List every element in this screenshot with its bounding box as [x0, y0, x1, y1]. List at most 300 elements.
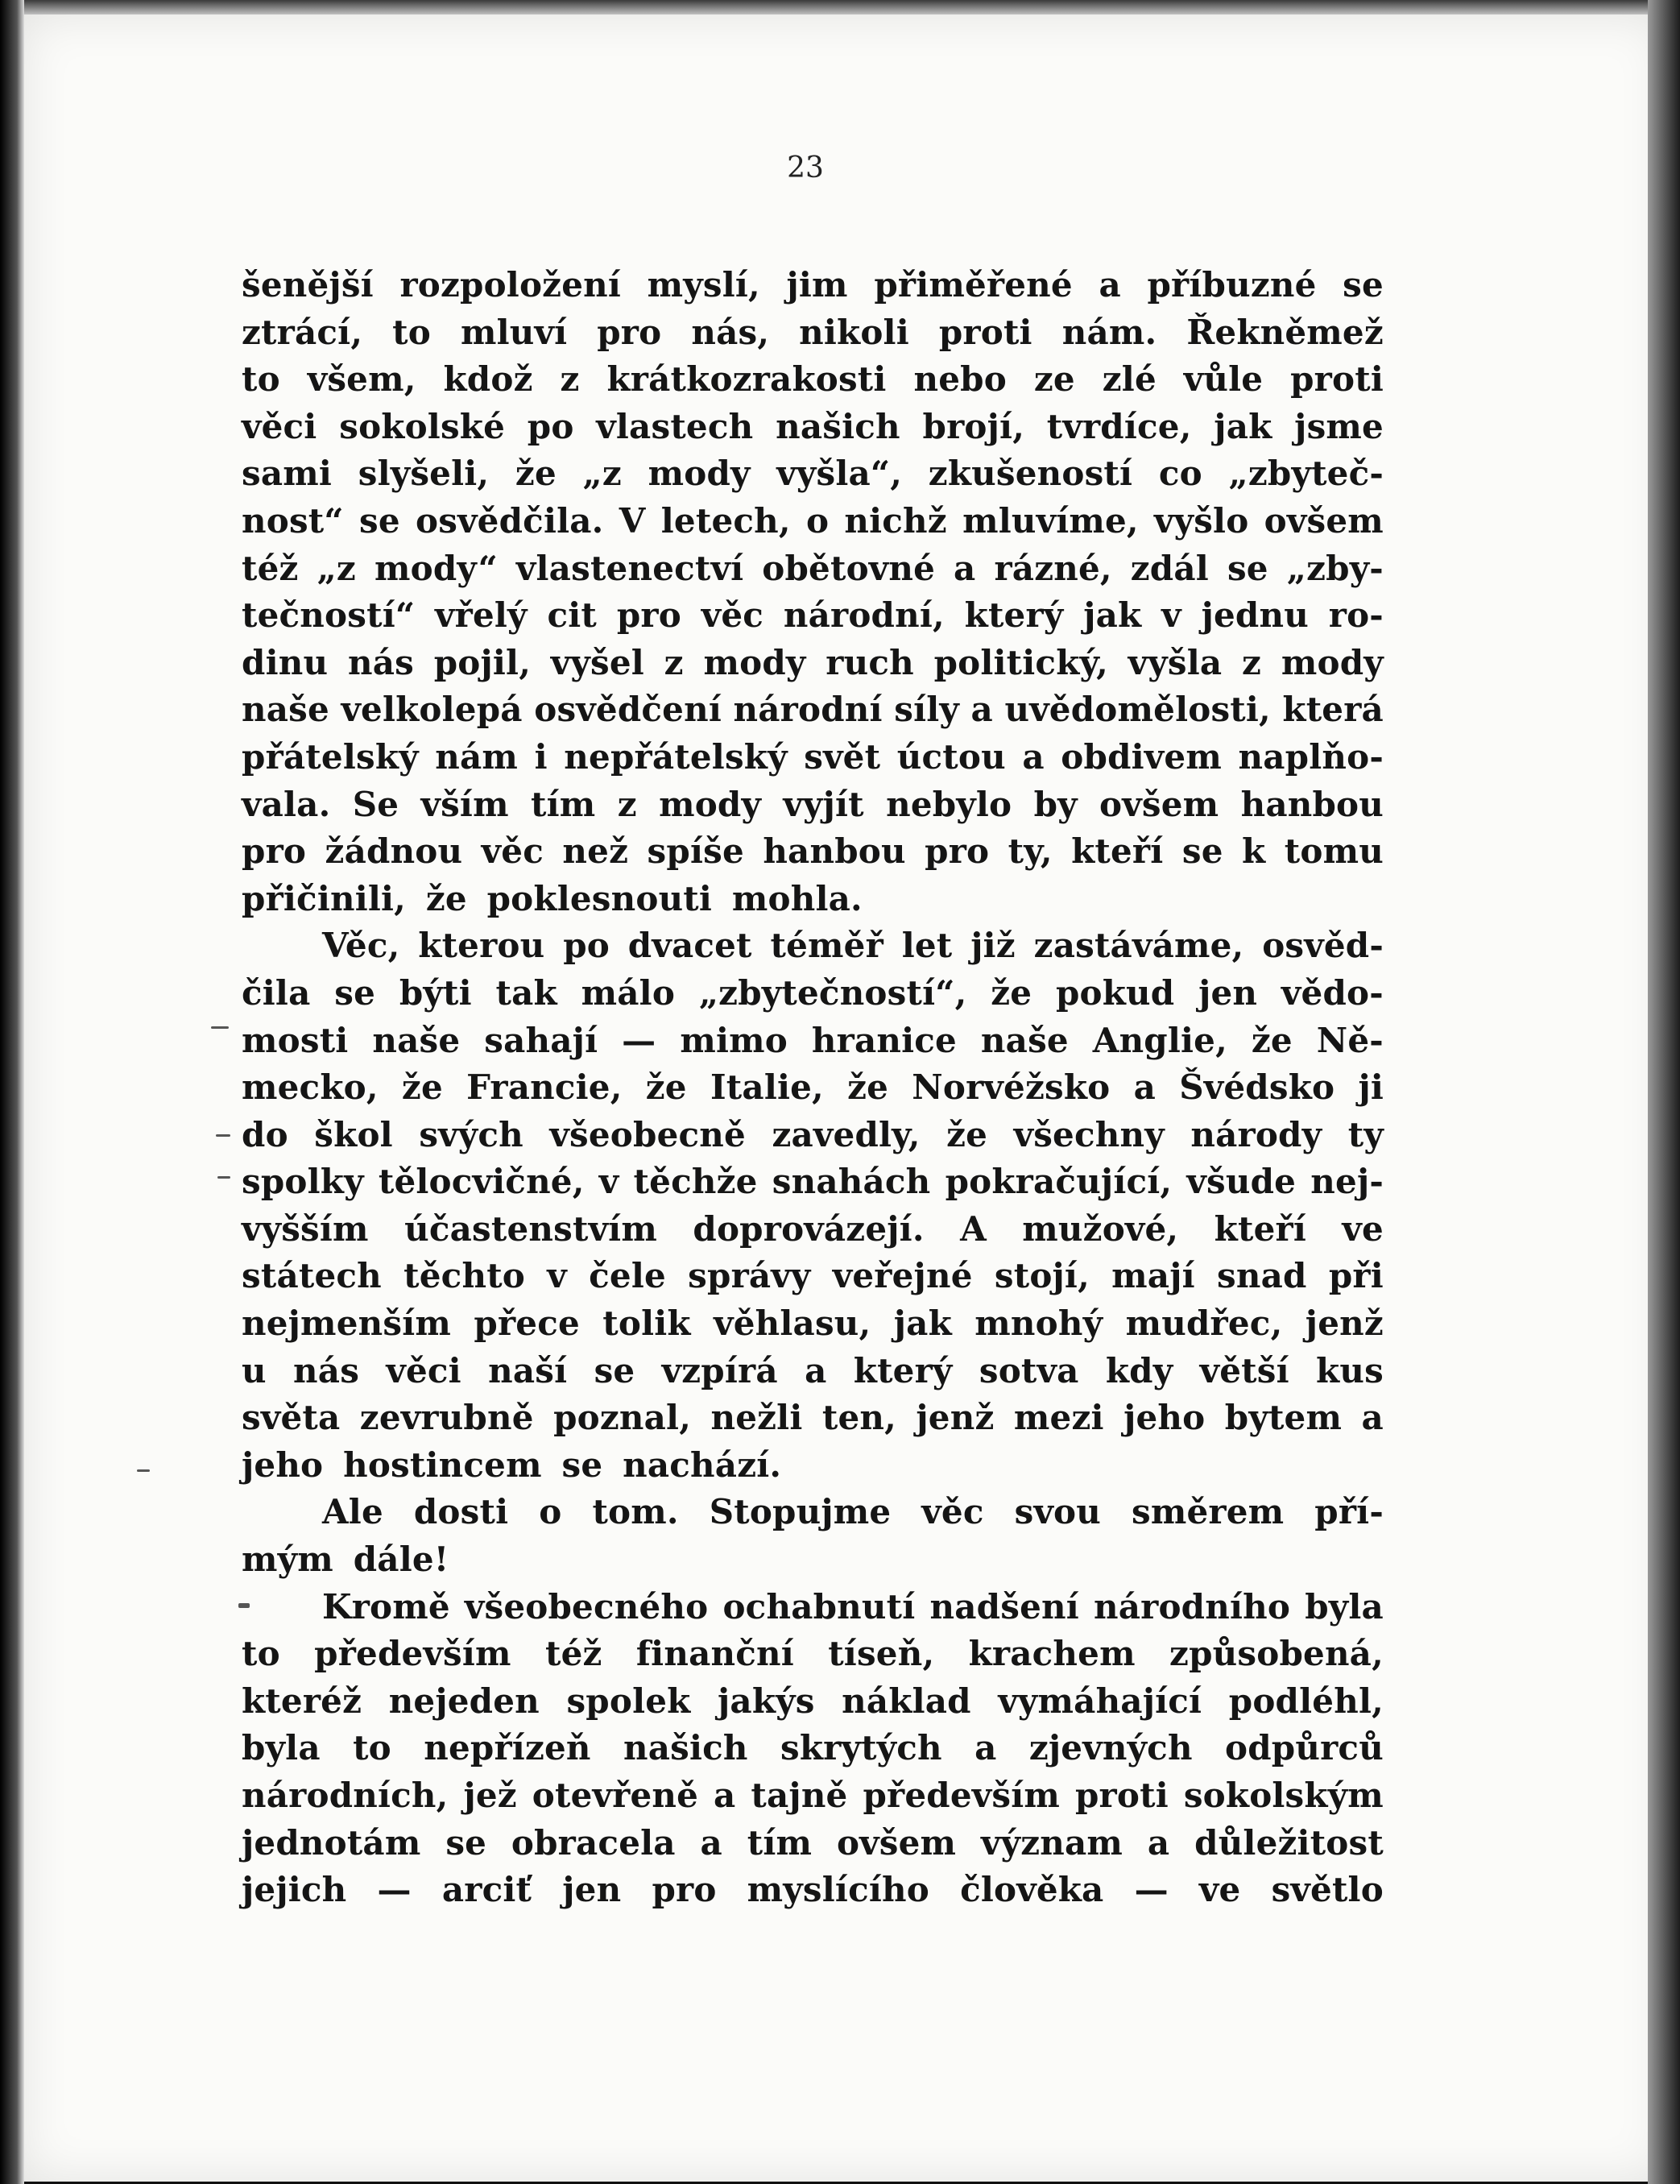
text-line — [242, 1112, 1384, 1159]
word: by — [1033, 784, 1078, 824]
word: „zby- — [1286, 548, 1384, 588]
word: v — [547, 1256, 567, 1296]
word: arciť — [441, 1870, 532, 1910]
word: a — [1361, 1398, 1384, 1438]
word: že — [1251, 1020, 1293, 1060]
word: a — [805, 1350, 827, 1390]
word: vlastech — [596, 406, 754, 446]
word: mluvíme, — [962, 500, 1139, 541]
text-line — [242, 356, 1384, 404]
word: mody — [703, 642, 806, 682]
word: kteří — [1214, 1208, 1306, 1249]
word: která — [1282, 690, 1384, 730]
word: věhlasu, — [714, 1303, 871, 1344]
word: málo — [581, 972, 676, 1013]
word: zevrubně — [359, 1398, 534, 1438]
text-line — [242, 498, 1384, 545]
word: ve — [1198, 1870, 1241, 1910]
word: sami — [242, 454, 333, 494]
word: z — [560, 359, 580, 400]
word: pokračující, — [945, 1162, 1173, 1202]
word: stojí, — [994, 1256, 1090, 1296]
word: že — [847, 1067, 889, 1108]
word: jen — [562, 1870, 622, 1910]
word: u — [242, 1350, 267, 1390]
word: pro — [925, 831, 990, 872]
word: uvědomělosti, — [1004, 690, 1271, 730]
word: a — [1133, 1067, 1157, 1108]
word: nepřátelský — [564, 736, 788, 777]
word: význam — [981, 1822, 1123, 1863]
text-line — [242, 1867, 1384, 1914]
word: zkušeností — [928, 454, 1133, 494]
word: finanční — [635, 1634, 794, 1674]
word: všechny — [1013, 1114, 1165, 1154]
word: mody — [1281, 642, 1384, 682]
word: mimo — [680, 1020, 788, 1060]
word: zastáváme, — [1033, 926, 1244, 966]
scan-left-edge — [0, 0, 24, 2184]
word: těchže — [633, 1162, 758, 1202]
word: jakýs — [718, 1680, 815, 1721]
word: sotva — [979, 1350, 1079, 1390]
word: škol — [314, 1114, 393, 1154]
word: a — [1022, 736, 1045, 777]
word: se — [334, 972, 376, 1013]
scan-right-edge — [1648, 0, 1680, 2184]
word: přece — [474, 1303, 580, 1344]
text-line — [242, 1584, 1384, 1631]
word: přiměřené — [874, 265, 1073, 305]
word: proti — [1290, 359, 1384, 400]
word: pojil, — [433, 642, 532, 682]
word: jeho — [1123, 1398, 1206, 1438]
word: kus — [1316, 1350, 1384, 1390]
word: mnohý — [974, 1303, 1103, 1344]
word: úctou — [896, 736, 1006, 777]
word: proti — [1074, 1776, 1169, 1815]
word: světlo — [1271, 1870, 1384, 1910]
word: snahách — [772, 1162, 931, 1202]
word: mody — [648, 454, 751, 494]
word: člověka — [960, 1870, 1104, 1910]
page-number: 23 — [787, 151, 824, 184]
word: to — [392, 312, 431, 352]
word: svou — [1014, 1492, 1101, 1532]
word: Norvéžsko — [912, 1067, 1111, 1108]
text-line — [242, 1820, 1384, 1867]
word: sokolským — [1183, 1776, 1384, 1815]
text-line — [242, 970, 1384, 1017]
word: ovšem — [1099, 784, 1219, 824]
word: ochabnutí — [722, 1586, 916, 1627]
word: mužové, — [1022, 1208, 1179, 1249]
word: vůle — [1183, 359, 1264, 400]
word: nás — [347, 642, 414, 682]
text-line — [242, 404, 1384, 451]
word: naše — [980, 1020, 1069, 1060]
word: snad — [1217, 1256, 1307, 1296]
word: „zbyteč- — [1228, 454, 1384, 494]
word: zjevných — [1028, 1728, 1193, 1768]
word: směrem — [1131, 1492, 1285, 1532]
word: politický, — [933, 642, 1108, 682]
word: vyšla — [1128, 642, 1223, 682]
word: těchto — [403, 1256, 526, 1296]
word: Anglie, — [1092, 1020, 1227, 1060]
text-line — [242, 1489, 1384, 1536]
text-line — [242, 1678, 1384, 1726]
word: věci — [242, 406, 317, 446]
word: mosti — [242, 1020, 349, 1060]
word: náklad — [842, 1680, 971, 1721]
word: jak — [1083, 595, 1142, 636]
word: jak — [1214, 406, 1272, 446]
word: ro- — [1328, 595, 1384, 636]
word: ji — [1358, 1067, 1384, 1108]
text-line: přičinili, že poklesnouti mohla. — [242, 878, 863, 918]
text-line — [242, 592, 1384, 640]
word: kteří — [1071, 831, 1164, 872]
ink-speck — [211, 1026, 229, 1029]
word: brojí, — [922, 406, 1025, 446]
word: mody — [659, 784, 762, 824]
word: kdož — [443, 359, 533, 400]
word: světa — [242, 1398, 341, 1438]
word: tolik — [602, 1303, 691, 1344]
word: věc — [481, 831, 544, 872]
text-line — [242, 1158, 1384, 1206]
word: v — [1161, 595, 1181, 636]
word: spolky — [242, 1162, 364, 1202]
word: vyšla“, — [776, 454, 903, 494]
word: národy — [1190, 1114, 1322, 1154]
word: vědo- — [1281, 972, 1384, 1013]
word: všem, — [307, 359, 416, 400]
word: ztrácí, — [242, 312, 363, 352]
word: zlé — [1102, 359, 1157, 400]
word: obdivem — [1061, 736, 1222, 777]
word: sokolské — [339, 406, 506, 446]
text-line — [242, 781, 1384, 829]
word: o — [805, 500, 830, 541]
word: šenější — [242, 265, 374, 305]
word: v — [598, 1162, 619, 1202]
word: spíše — [647, 831, 744, 872]
word: národních, — [242, 1776, 449, 1815]
body-text — [242, 262, 1384, 1914]
word: hanbou — [763, 831, 906, 872]
word: ovšem — [1264, 500, 1384, 541]
word: ve — [1342, 1208, 1384, 1249]
word: vzpírá — [661, 1350, 778, 1390]
word: sahají — [484, 1020, 598, 1060]
word: který — [964, 595, 1064, 636]
word: především — [863, 1776, 1061, 1815]
word: ty, — [1008, 831, 1053, 872]
word: ze — [1033, 359, 1075, 400]
word: naší — [488, 1350, 568, 1390]
word: byla — [242, 1728, 321, 1768]
word: mají — [1111, 1256, 1195, 1296]
word: tomu — [1284, 831, 1384, 872]
word: nej- — [1310, 1162, 1384, 1202]
word: tím — [531, 784, 596, 824]
word: nás — [293, 1350, 360, 1390]
word: též — [545, 1634, 602, 1674]
text-line — [242, 1206, 1384, 1254]
word: Švédsko — [1179, 1067, 1335, 1108]
word: se — [445, 1822, 487, 1863]
word: naše — [372, 1020, 461, 1060]
text-line — [242, 450, 1384, 498]
text-line — [242, 828, 1384, 876]
word: co — [1158, 454, 1202, 494]
text-line — [242, 1064, 1384, 1112]
word: doprovázejí. — [693, 1208, 925, 1249]
word: a — [1147, 1822, 1170, 1863]
word: — — [1134, 1870, 1169, 1910]
word: dvacet — [627, 926, 752, 966]
word: a — [954, 548, 976, 588]
word: pokud — [1055, 972, 1175, 1013]
word: důležitost — [1194, 1822, 1384, 1863]
word: podléhl, — [1228, 1680, 1384, 1721]
word: věci — [386, 1350, 461, 1390]
word: býti — [399, 972, 472, 1013]
word: ty — [1347, 1114, 1384, 1154]
word: tvrdíce, — [1046, 406, 1192, 446]
word: rozpoložení — [399, 265, 622, 305]
word: — — [377, 1870, 412, 1910]
word: mudřec, — [1125, 1303, 1283, 1344]
word: a — [970, 690, 993, 730]
word: jenž — [1305, 1303, 1384, 1344]
word: Řekněmež — [1186, 312, 1384, 352]
word: nám — [435, 736, 519, 777]
word: „z — [317, 548, 356, 588]
word: tělocvičné, — [378, 1162, 585, 1202]
ink-speck — [217, 1176, 230, 1179]
word: nás, — [691, 312, 770, 352]
word: nejmenším — [242, 1303, 451, 1344]
word: Ně- — [1316, 1020, 1384, 1060]
word: našich — [623, 1728, 748, 1768]
word: že — [515, 454, 557, 494]
word: Se — [352, 784, 399, 824]
word: pro — [652, 1870, 717, 1910]
word: zavedly, — [772, 1114, 921, 1154]
word: všeobecného — [464, 1586, 709, 1627]
word: velkolepá — [341, 690, 523, 730]
word: nebylo — [886, 784, 1012, 824]
word: způsobená, — [1169, 1634, 1384, 1674]
word: který — [853, 1350, 953, 1390]
word: než — [562, 831, 629, 872]
word: kdy — [1105, 1350, 1173, 1390]
word: jenž — [916, 1398, 995, 1438]
word: že — [991, 972, 1032, 1013]
word: jejich — [242, 1870, 347, 1910]
word: tak — [495, 972, 557, 1013]
word: žádnou — [325, 831, 463, 872]
word: účastenstvím — [404, 1208, 657, 1249]
word: pro — [616, 595, 681, 636]
word: Francie, — [466, 1067, 623, 1108]
word: se — [1181, 831, 1223, 872]
word: nejeden — [388, 1680, 540, 1721]
word: slyšeli, — [358, 454, 490, 494]
word: Kromě — [322, 1586, 450, 1627]
word: a — [714, 1776, 736, 1815]
word: byla — [1305, 1586, 1384, 1627]
text-line — [242, 1253, 1384, 1300]
word: rázné, — [994, 548, 1112, 588]
word: to — [242, 1634, 280, 1674]
word: především — [314, 1634, 511, 1674]
word: letech, — [660, 500, 791, 541]
word: vyšším — [242, 1208, 369, 1249]
word: o — [539, 1492, 562, 1532]
word: z — [664, 642, 684, 682]
word: otevřeně — [532, 1776, 699, 1815]
ink-speck — [137, 1469, 150, 1472]
word: jak — [893, 1303, 952, 1344]
word: při — [1328, 1256, 1384, 1296]
word: po — [563, 926, 610, 966]
word: že — [645, 1067, 687, 1108]
word: cit — [547, 595, 597, 636]
text-line — [242, 1300, 1384, 1348]
word: nebo — [913, 359, 1007, 400]
word: jež — [463, 1776, 517, 1815]
word: příbuzné — [1147, 265, 1317, 305]
word: poznal, — [553, 1398, 692, 1438]
word: se — [594, 1350, 635, 1390]
word: z — [617, 784, 637, 824]
word: že — [946, 1114, 988, 1154]
word: čele — [589, 1256, 666, 1296]
word: mezi — [1013, 1398, 1104, 1438]
word: našich — [776, 406, 900, 446]
word: po — [527, 406, 574, 446]
word: spolek — [566, 1680, 691, 1721]
text-line — [242, 1772, 1384, 1820]
word: se — [1227, 548, 1268, 588]
word: obětovné — [762, 548, 936, 588]
word: tom. — [592, 1492, 679, 1532]
word: vřelý — [435, 595, 528, 636]
word: se — [359, 500, 400, 541]
text-line — [242, 1631, 1384, 1678]
word: nost“ — [242, 500, 344, 541]
word: jednotám — [242, 1822, 421, 1863]
word: pří- — [1314, 1492, 1384, 1532]
word: přátelský — [242, 736, 419, 777]
word: svět — [804, 736, 881, 777]
word: ovšem — [836, 1822, 957, 1863]
word: hanbou — [1240, 784, 1384, 824]
word: „zbytečností“, — [698, 972, 967, 1013]
word: vyšel — [550, 642, 644, 682]
word: obracela — [511, 1822, 676, 1863]
word: mluví — [460, 312, 568, 352]
word: nám. — [1061, 312, 1157, 352]
word: osvědčení — [534, 690, 722, 730]
word: osvěd- — [1262, 926, 1384, 966]
word: Ale — [322, 1492, 383, 1532]
word: myslícího — [747, 1870, 929, 1910]
word: tím — [747, 1822, 813, 1863]
scan-top-edge — [0, 0, 1680, 16]
word: — — [622, 1020, 656, 1060]
word: zdál — [1130, 548, 1209, 588]
word: nepřízeň — [424, 1728, 591, 1768]
word: mecko, — [242, 1067, 379, 1108]
word: let — [901, 926, 953, 966]
word: skrytých — [780, 1728, 942, 1768]
word: tajně — [751, 1776, 848, 1815]
word: dinu — [242, 642, 329, 682]
word: naplňo- — [1238, 736, 1384, 777]
word: nežli — [710, 1398, 803, 1438]
word: Věc, — [322, 926, 400, 966]
word: i — [534, 736, 548, 777]
word: jednu — [1201, 595, 1309, 636]
word: správy — [688, 1256, 811, 1296]
text-line — [242, 734, 1384, 781]
word: vymáhající — [998, 1680, 1202, 1721]
word: síly — [894, 690, 959, 730]
word: veřejné — [832, 1256, 973, 1296]
word: k — [1242, 831, 1266, 872]
word: mody“ — [374, 548, 498, 588]
text-line — [242, 545, 1384, 593]
word: vším — [420, 784, 509, 824]
word: proti — [938, 312, 1032, 352]
word: národní — [733, 690, 883, 730]
text-line — [242, 1395, 1384, 1442]
word: národního — [1093, 1586, 1291, 1627]
word: z — [1242, 642, 1262, 682]
word: V — [619, 500, 646, 541]
word: to — [353, 1728, 391, 1768]
word: „z — [582, 454, 622, 494]
word: téměř — [770, 926, 883, 966]
word: tíseň, — [828, 1634, 935, 1674]
word: krachem — [968, 1634, 1136, 1674]
word: věc — [921, 1492, 984, 1532]
word: a — [1099, 265, 1121, 305]
word: a — [700, 1822, 722, 1863]
word: již — [970, 926, 1016, 966]
word: všude — [1186, 1162, 1297, 1202]
word: nadšení — [929, 1586, 1079, 1627]
word: pro — [597, 312, 662, 352]
word: jsme — [1294, 406, 1384, 446]
word: osvědčila. — [416, 500, 604, 541]
word: jim — [786, 265, 848, 305]
word: větší — [1199, 1350, 1289, 1390]
word: krátkozrakosti — [606, 359, 887, 400]
word: vala. — [242, 784, 331, 824]
word: a — [974, 1728, 997, 1768]
text-line — [242, 640, 1384, 687]
word: vyšlo — [1154, 500, 1249, 541]
word: bytem — [1224, 1398, 1343, 1438]
word: že — [401, 1067, 443, 1108]
word: pro — [242, 831, 307, 872]
